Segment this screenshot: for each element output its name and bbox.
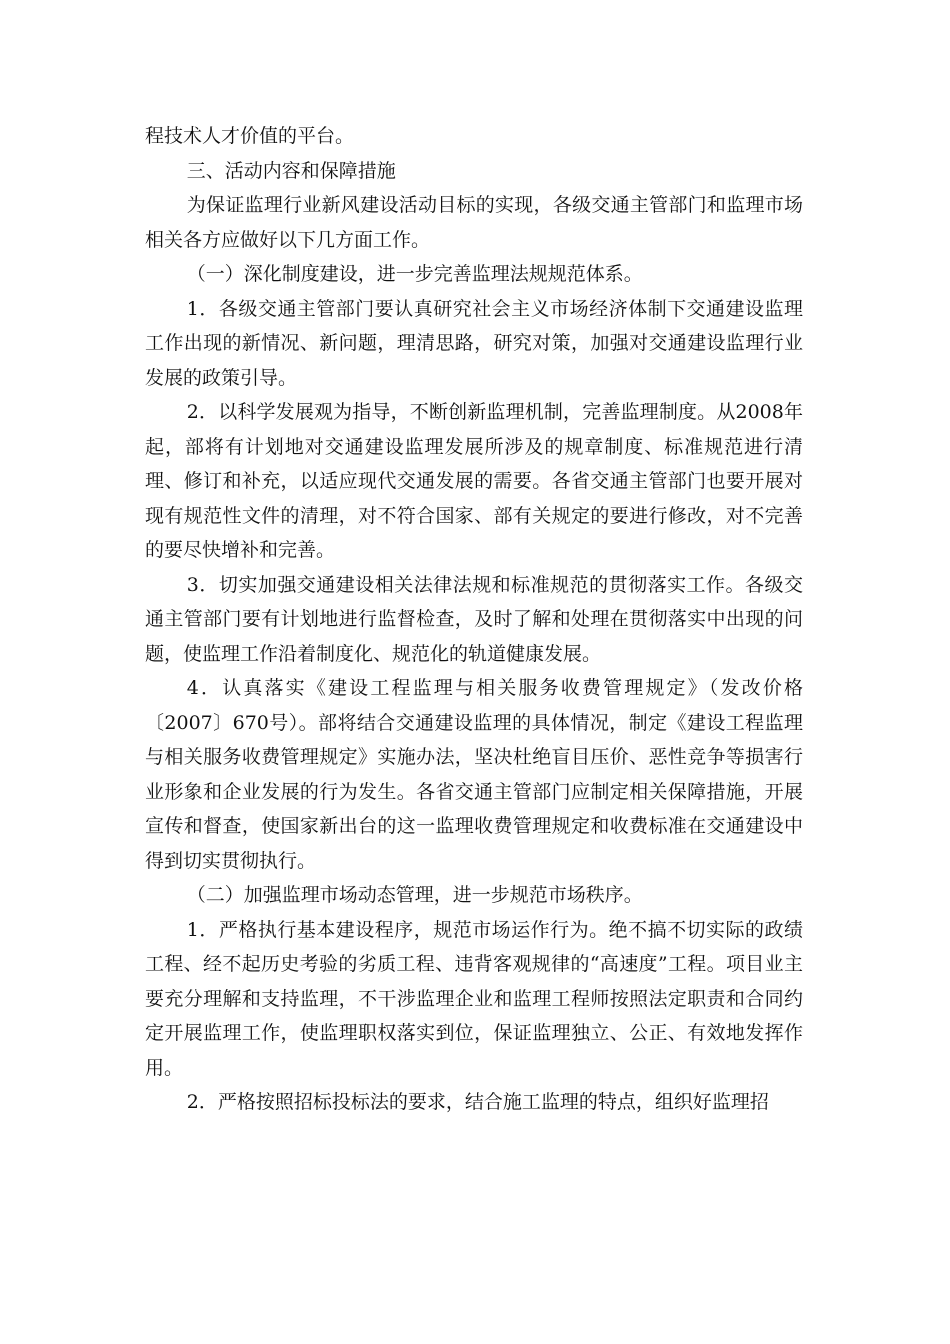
paragraph-item-1-4: 4．认真落实《建设工程监理与相关服务收费管理规定》（发改价格〔2007〕670号）。部将结合交通建设监理的具体情况，制定《建设工程监理与相关服务收费管理规定》实施办法，坚决杜绝盲目压价、恶性竞争等损害行业形象和企业发展的行为发生。各省交通主管部门应制定相关保障措施，开展宣传和督查，使国家新出台的这一监理收费管理规定和收费标准在交通建设中得到切实贯彻执行。 [145,677,803,872]
paragraph-item-1-2: 2．以科学发展观为指导，不断创新监理机制，完善监理制度。从2008年起，部将有计划地对交通建设监理发展所涉及的规章制度、标准规范进行清理、修订和补充，以适应现代交通发展的需要。各省交通主管部门也要开展对现有规范性文件的清理，对不符合国家、部有关规定的要进行修改，对不完善的要尽快增补和完善。 [145,401,803,561]
paragraph-item-1-3: 3．切实加强交通建设相关法律法规和标准规范的贯彻落实工作。各级交通主管部门要有计划地进行监督检查，及时了解和处理在贯彻落实中出现的问题，使监理工作沿着制度化、规范化的轨道健康发展。 [145,573,803,665]
paragraph-item-2-1: 1．严格执行基本建设程序，规范市场运作行为。绝不搞不切实际的政绩工程、经不起历史考验的劣质工程、违背客观规律的“高速度”工程。项目业主要充分理解和支持监理，不干涉监理企业和监理工程师按照法定职责和合同约定开展监理工作，使监理职权落实到位，保证监理独立、公正、有效地发挥作用。 [145,918,803,1079]
subsection-heading-1: （一）深化制度建设，进一步完善监理法规规范体系。 [186,263,643,285]
section-heading: 三、活动内容和保障措施 [186,159,396,182]
paragraph-continuation: 程技术人才价值的平台。 [145,125,355,147]
subsection-heading-2: （二）加强监理市场动态管理，进一步规范市场秩序。 [186,884,643,906]
paragraph-intro: 为保证监理行业新风建设活动目标的实现，各级交通主管部门和监理市场相关各方应做好以下几方面工作。 [145,194,803,251]
paragraph-item-1-1: 1．各级交通主管部门要认真研究社会主义市场经济体制下交通建设监理工作出现的新情况、新问题，理清思路，研究对策，加强对交通建设监理行业发展的政策引导。 [145,297,803,389]
paragraph-item-2-2: 2．严格按照招标投标法的要求，结合施工监理的特点，组织好监理招 [186,1091,769,1113]
document-body [145,119,803,1120]
